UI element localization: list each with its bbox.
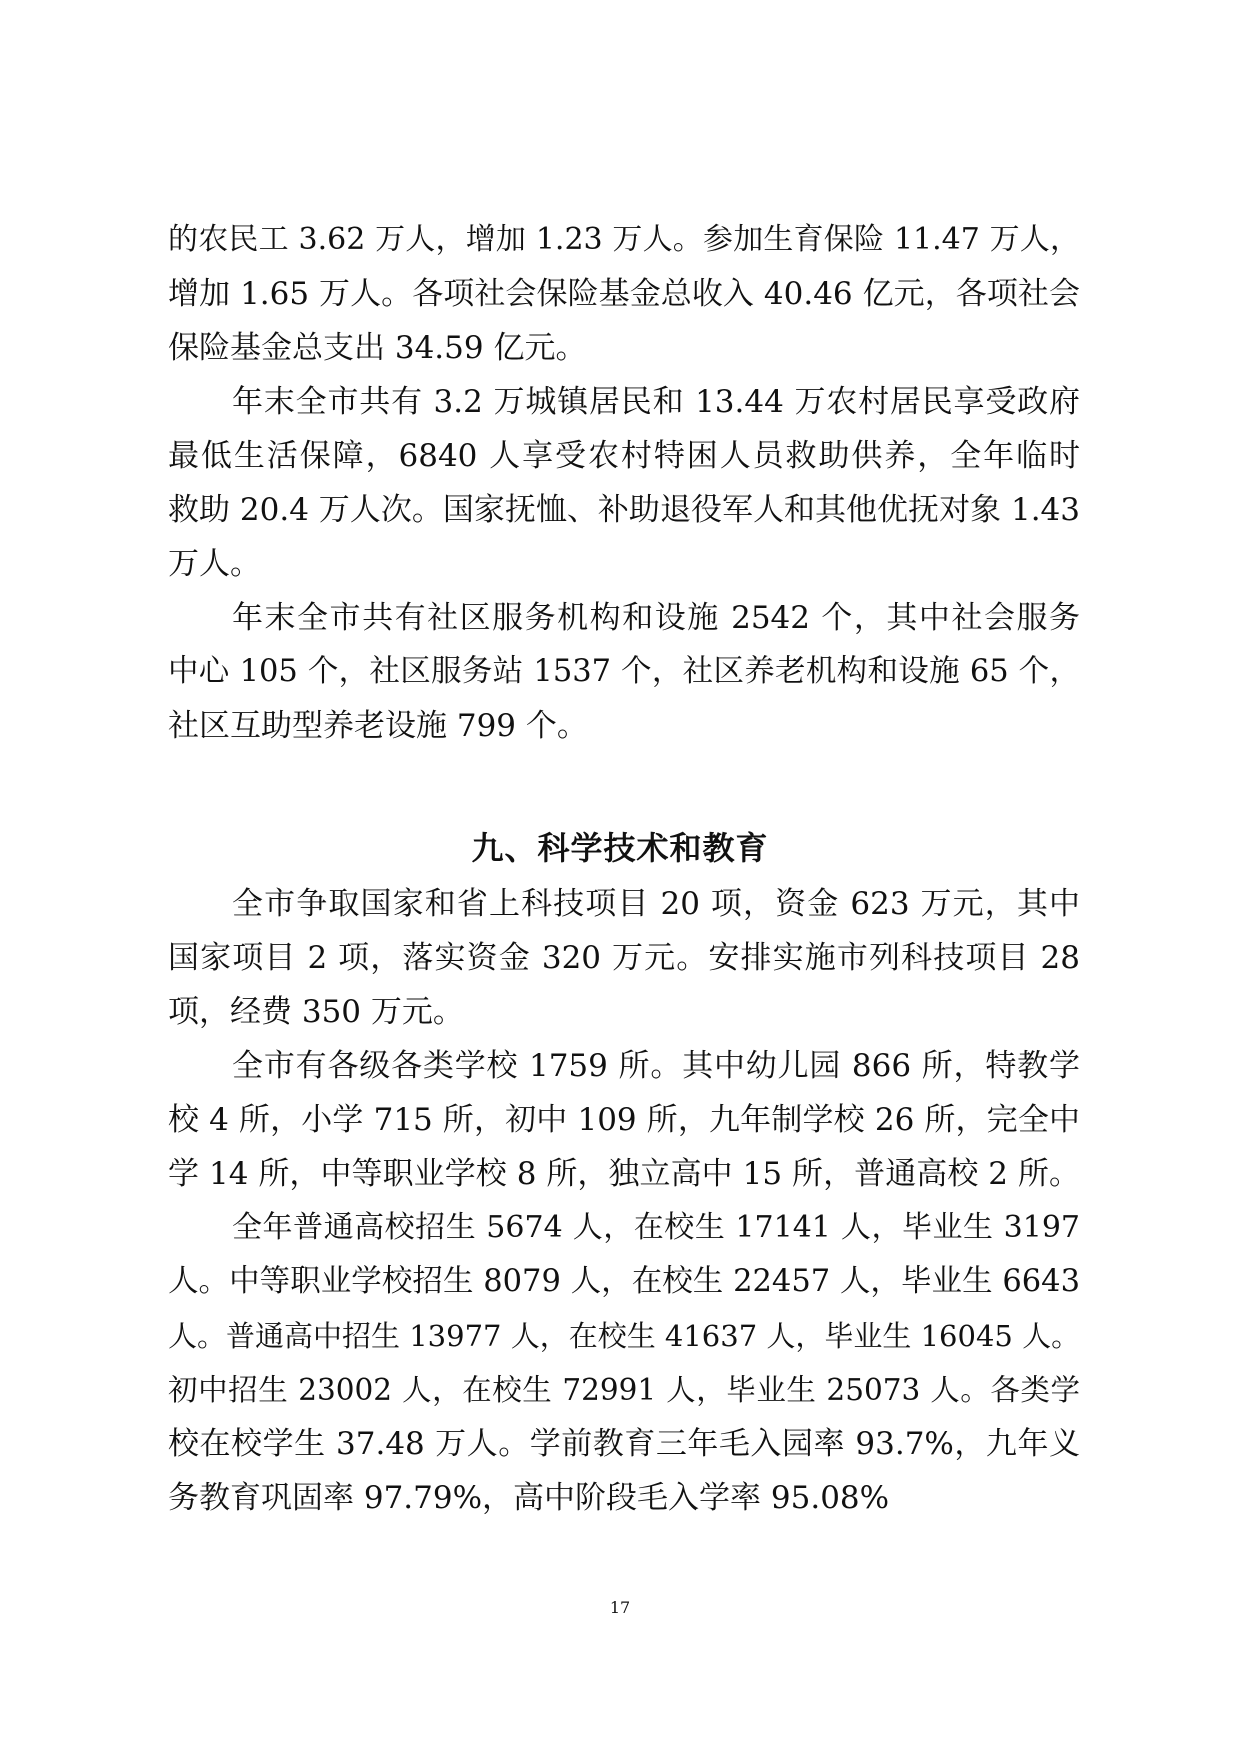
paragraph-line: 学 14 所，中等职业学校 8 所，独立高中 15 所，普通高校 2 所。: [168, 1156, 1080, 1192]
paragraph-line: 项，经费 350 万元。: [168, 994, 464, 1030]
paragraph-line: 全年普通高校招生 5674 人，在校生 17141 人，毕业生 3197: [232, 1210, 1080, 1245]
paragraph-line: 国家项目 2 项，落实资金 320 万元。安排实施市列科技项目 28: [168, 940, 1080, 976]
paragraph-line: 初中招生 23002 人，在校生 72991 人，毕业生 25073 人。各类学: [168, 1373, 1080, 1407]
section-heading: 九、科学技术和教育: [471, 829, 769, 867]
paragraph-line: 全市有各级各类学校 1759 所。其中幼儿园 866 所，特教学: [232, 1048, 1080, 1084]
paragraph-line: 社区互助型养老设施 799 个。: [168, 708, 588, 744]
paragraph-line: 救助 20.4 万人次。国家抚恤、补助退役军人和其他优抚对象 1.43: [168, 492, 1080, 528]
paragraph-line: 全市争取国家和省上科技项目 20 项，资金 623 万元，其中: [232, 886, 1080, 922]
paragraph-line: 校在校学生 37.48 万人。学前教育三年毛入园率 93.7%，九年义: [168, 1426, 1080, 1462]
paragraph-line: 人。中等职业学校招生 8079 人，在校生 22457 人，毕业生 6643: [168, 1264, 1080, 1299]
paragraph-line: 校 4 所，小学 715 所，初中 109 所，九年制学校 26 所，完全中: [168, 1102, 1080, 1138]
paragraph-line: 万人。: [168, 546, 261, 582]
paragraph-line: 人。普通高中招生 13977 人，在校生 41637 人，毕业生 16045 人。: [168, 1319, 1081, 1353]
paragraph-line: 中心 105 个，社区服务站 1537 个，社区养老机构和设施 65 个，: [168, 654, 1080, 689]
paragraph-line: 年末全市共有 3.2 万城镇居民和 13.44 万农村居民享受政府: [232, 384, 1080, 420]
page-number: 17: [609, 1598, 631, 1617]
paragraph-line: 最低生活保障，6840 人享受农村特困人员救助供养，全年临时: [168, 438, 1080, 474]
paragraph-line: 增加 1.65 万人。各项社会保险基金总收入 40.46 亿元，各项社会: [168, 276, 1080, 312]
paragraph-line: 年末全市共有社区服务机构和设施 2542 个，其中社会服务: [232, 600, 1080, 636]
paragraph-line: 务教育巩固率 97.79%，高中阶段毛入学率 95.08%: [168, 1480, 890, 1516]
paragraph-line: 保险基金总支出 34.59 亿元。: [168, 330, 587, 366]
paragraph-line: 的农民工 3.62 万人，增加 1.23 万人。参加生育保险 11.47 万人，: [168, 222, 1080, 257]
